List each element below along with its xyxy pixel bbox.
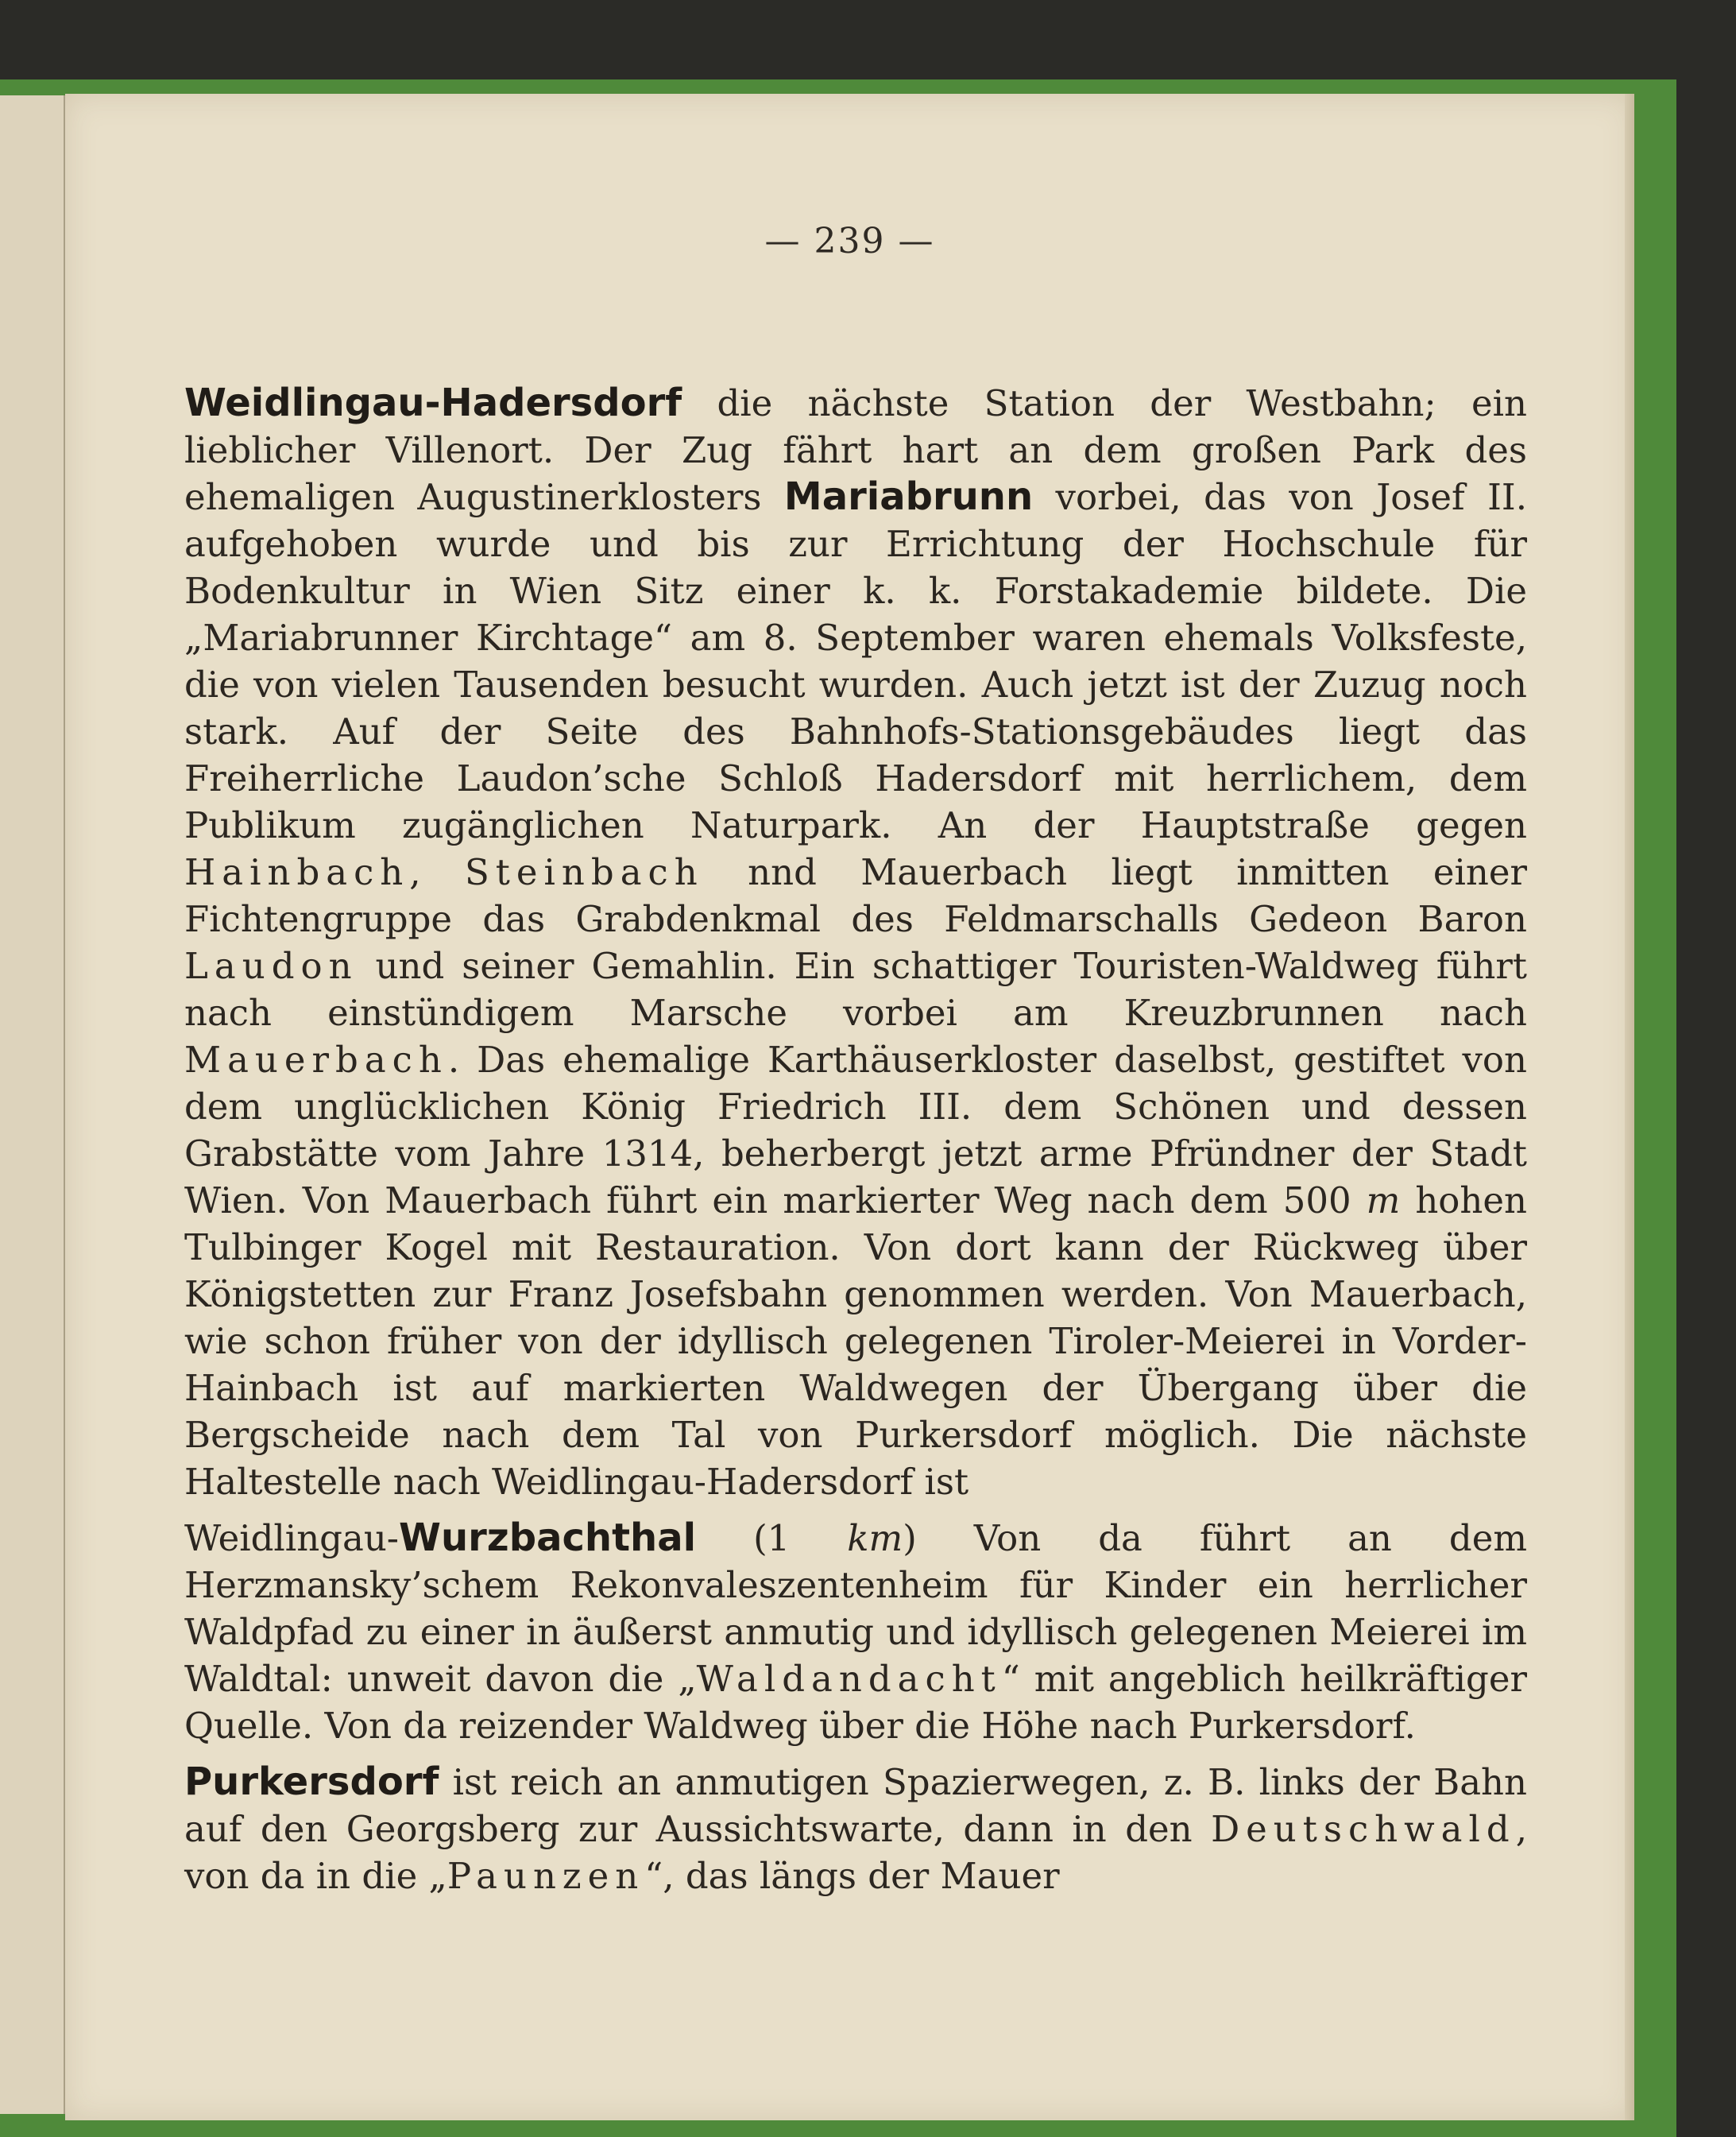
paragraph-wurzbachthal — [184, 1515, 1527, 1749]
text-segment: , von da in die „ — [184, 1808, 1527, 1897]
spaced-place-name: Steinbach — [464, 851, 704, 893]
headword-mariabrunn: Mariabrunn — [783, 474, 1034, 519]
text-segment: ) Von da führt an dem Herzmansky’schem Rekonvaleszentenheim für Kinder ein herrlicher Waldpfad zu einer in äußerst anmutig und idyllisch gelegenen Meierei im Waldtal: unweit davon die „ — [184, 1517, 1527, 1700]
paragraph-weidlingau-hadersdorf — [184, 380, 1527, 1505]
unit-meter: m — [1366, 1179, 1401, 1221]
text-segment: . Das ehemalige Karthäuserkloster daselbst, gestiftet von dem unglücklichen König Friedrich III. dem Schönen und dessen Grabstätte vom Jahre 1314, beherbergt jetzt arme Pfründner der Stadt Wien. Von Mauerbach führt ein markierter Weg nach dem 500 — [184, 1039, 1527, 1221]
text-segment: die nächste Station der Westbahn; ein lieblicher Villenort. Der Zug fährt hart an dem großen Park des ehemaligen Augustinerklosters — [184, 382, 1527, 518]
spaced-place-name: Paunzen — [447, 1855, 645, 1897]
text-segment: nnd Mauerbach liegt inmitten einer Fichtengruppe das Grabdenkmal des Feldmarschalls Gedeon Baron — [184, 851, 1527, 940]
headword-purkersdorf: Purkersdorf — [184, 1760, 439, 1804]
spaced-place-name: Mauerbach — [184, 1039, 448, 1081]
headword-weidlingau-hadersdorf: Weidlingau-Hadersdorf — [184, 381, 682, 425]
spaced-person-name: Laudon — [184, 945, 358, 987]
spaced-place-name: Deutschwald — [1211, 1808, 1516, 1850]
text-segment: “, das längs der Mauer — [644, 1855, 1060, 1897]
text-segment: Weidlingau- — [184, 1517, 399, 1559]
page-edge — [1625, 94, 1634, 2120]
text-segment: hohen Tulbinger Kogel mit Restauration. Von dort kann der Rückweg über Königstetten zur Franz Josefsbahn genommen werden. Von Mauerbach, wie schon früher von der idyllisch gelegenen Tiroler-Meierei in Vorder-Hainbach ist auf markierten Waldwegen der Übergang über die Bergscheide nach dem Tal von Purkersdorf möglich. Die nächste Haltestelle nach Weidlingau-Hadersdorf ist — [184, 1179, 1527, 1503]
paragraph-purkersdorf — [184, 1759, 1527, 1899]
text-segment: und seiner Gemahlin. Ein schattiger Touristen-Waldweg führt nach einstündigem Marsche vorbei am Kreuzbrunnen nach — [184, 945, 1527, 1034]
text-segment: (1 — [696, 1517, 848, 1559]
headword-wurzbachthal: Wurzbachthal — [399, 1516, 697, 1560]
text-segment: ist reich an anmutigen Spazierwegen, z. B. links der Bahn auf den Georgsberg zur Aussichtswarte, dann in den — [184, 1761, 1527, 1850]
page-body — [184, 380, 1527, 1899]
spaced-place-name: Hainbach — [184, 851, 410, 893]
text-segment: “ mit angeblich heilkräftiger Quelle. Von da reizender Waldweg über die Höhe nach Purkersdorf. — [184, 1658, 1527, 1747]
unit-kilometer: km — [847, 1517, 903, 1559]
spaced-place-name: Waldandacht — [696, 1658, 1002, 1700]
book-page — [65, 94, 1634, 2120]
text-segment: , — [409, 851, 465, 893]
text-segment: vorbei, das von Josef II. aufgehoben wurde und bis zur Errichtung der Hochschule für Bodenkultur in Wien Sitz einer k. k. Forstakademie bildete. Die „Mariabrunner Kirchtage“ am 8. September waren ehemals Volksfeste, die von vielen Tausenden besucht wurden. Auch jetzt ist der Zuzug noch stark. Auf der Seite des Bahnhofs-Stationsgebäudes liegt das Freiherrliche Laudon’sche Schloß Hadersdorf mit herrlichem, dem Publikum zugänglichen Naturpark. An der Hauptstraße gegen — [184, 476, 1527, 846]
facing-page-edge — [0, 95, 66, 2114]
page-number: — 239 — — [764, 221, 935, 261]
